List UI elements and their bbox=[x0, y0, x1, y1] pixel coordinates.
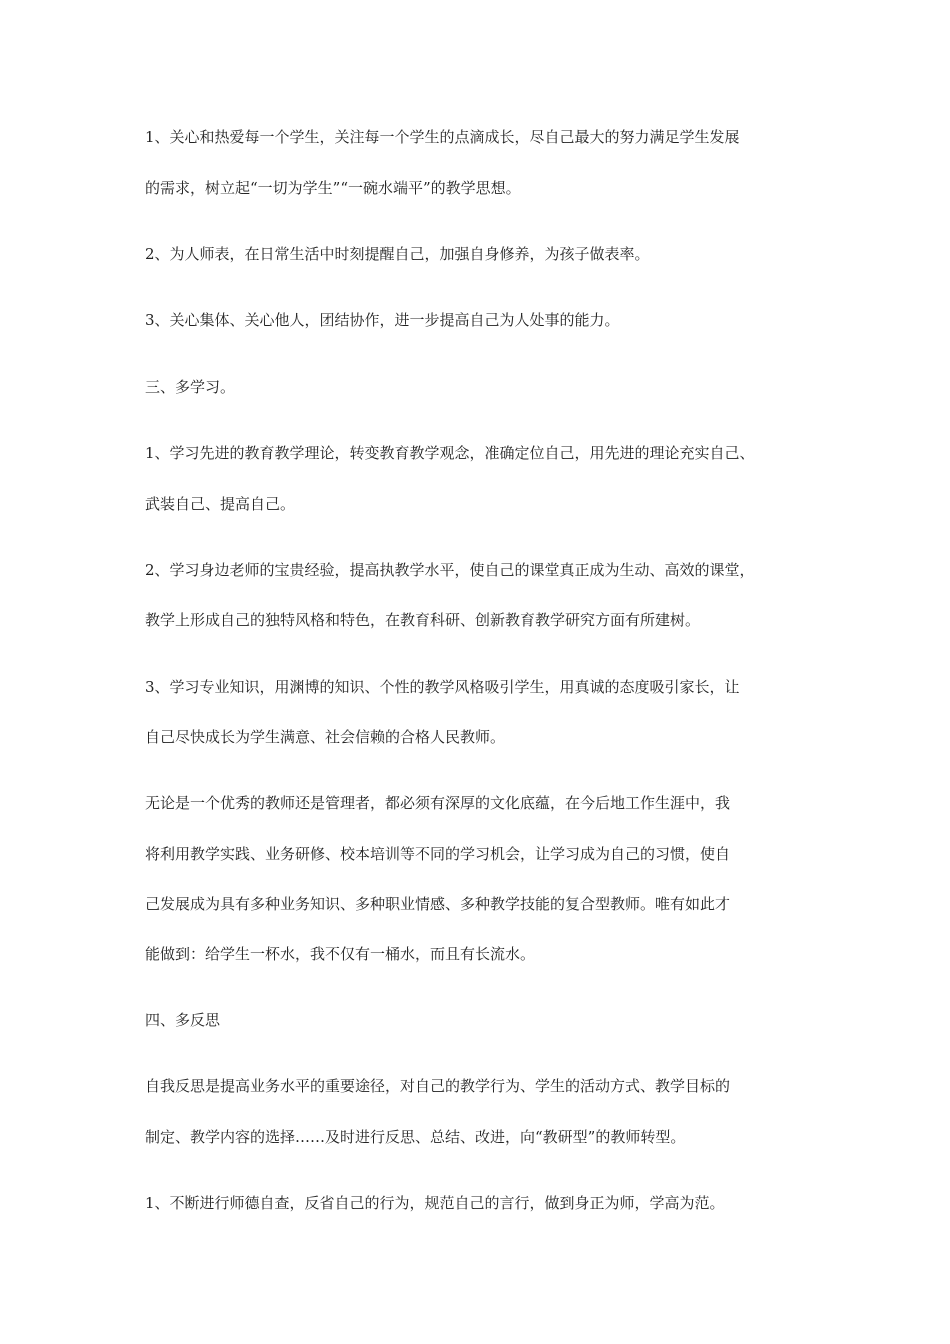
text-line: 自我反思是提高业务水平的重要途径，对自己的教学行为、学生的活动方式、教学目标的 bbox=[145, 1077, 731, 1095]
text-line: 制定、教学内容的选择……及时进行反思、总结、改进，向“教研型”的教师转型。 bbox=[145, 1128, 686, 1146]
text-line: 1、不断进行师德自查，反省自己的行为，规范自己的言行，做到身正为师，学高为范。 bbox=[145, 1194, 725, 1212]
text-line: 能做到：给学生一杯水，我不仅有一桶水，而且有长流水。 bbox=[145, 945, 536, 963]
text-line: 武装自己、提高自己。 bbox=[145, 495, 296, 513]
text-line: 1、关心和热爱每一个学生，关注每一个学生的点滴成长，尽自己最大的努力满足学生发展 bbox=[145, 128, 740, 146]
text-line: 教学上形成自己的独特风格和特色，在教育科研、创新教育教学研究方面有所建树。 bbox=[145, 611, 701, 629]
text-line: 1、学习先进的教育教学理论，转变教育教学观念，准确定位自己，用先进的理论充实自己、 bbox=[145, 444, 755, 462]
text-line: 3、关心集体、关心他人，团结协作，进一步提高自己为人处事的能力。 bbox=[145, 311, 620, 329]
section-heading: 三、多学习。 bbox=[145, 378, 236, 396]
section-heading: 四、多反思 bbox=[145, 1011, 221, 1029]
text-line: 3、学习专业知识，用渊博的知识、个性的教学风格吸引学生，用真诚的态度吸引家长，让 bbox=[145, 678, 740, 696]
text-line: 2、为人师表，在日常生活中时刻提醒自己，加强自身修养，为孩子做表率。 bbox=[145, 245, 650, 263]
text-line: 2、学习身边老师的宝贵经验，提高执教学水平，使自己的课堂真正成为生动、高效的课堂， bbox=[145, 561, 755, 579]
text-line: 无论是一个优秀的教师还是管理者，都必须有深厚的文化底蕴，在今后地工作生涯中，我 bbox=[145, 794, 731, 812]
text-line: 将利用教学实践、业务研修、校本培训等不同的学习机会，让学习成为自己的习惯，使自 bbox=[145, 845, 731, 863]
text-line: 己发展成为具有多种业务知识、多种职业情感、多种教学技能的复合型教师。唯有如此才 bbox=[145, 895, 731, 913]
text-line: 自己尽快成长为学生满意、社会信赖的合格人民教师。 bbox=[145, 728, 506, 746]
text-line: 的需求，树立起“一切为学生”“一碗水端平”的教学思想。 bbox=[145, 179, 521, 197]
